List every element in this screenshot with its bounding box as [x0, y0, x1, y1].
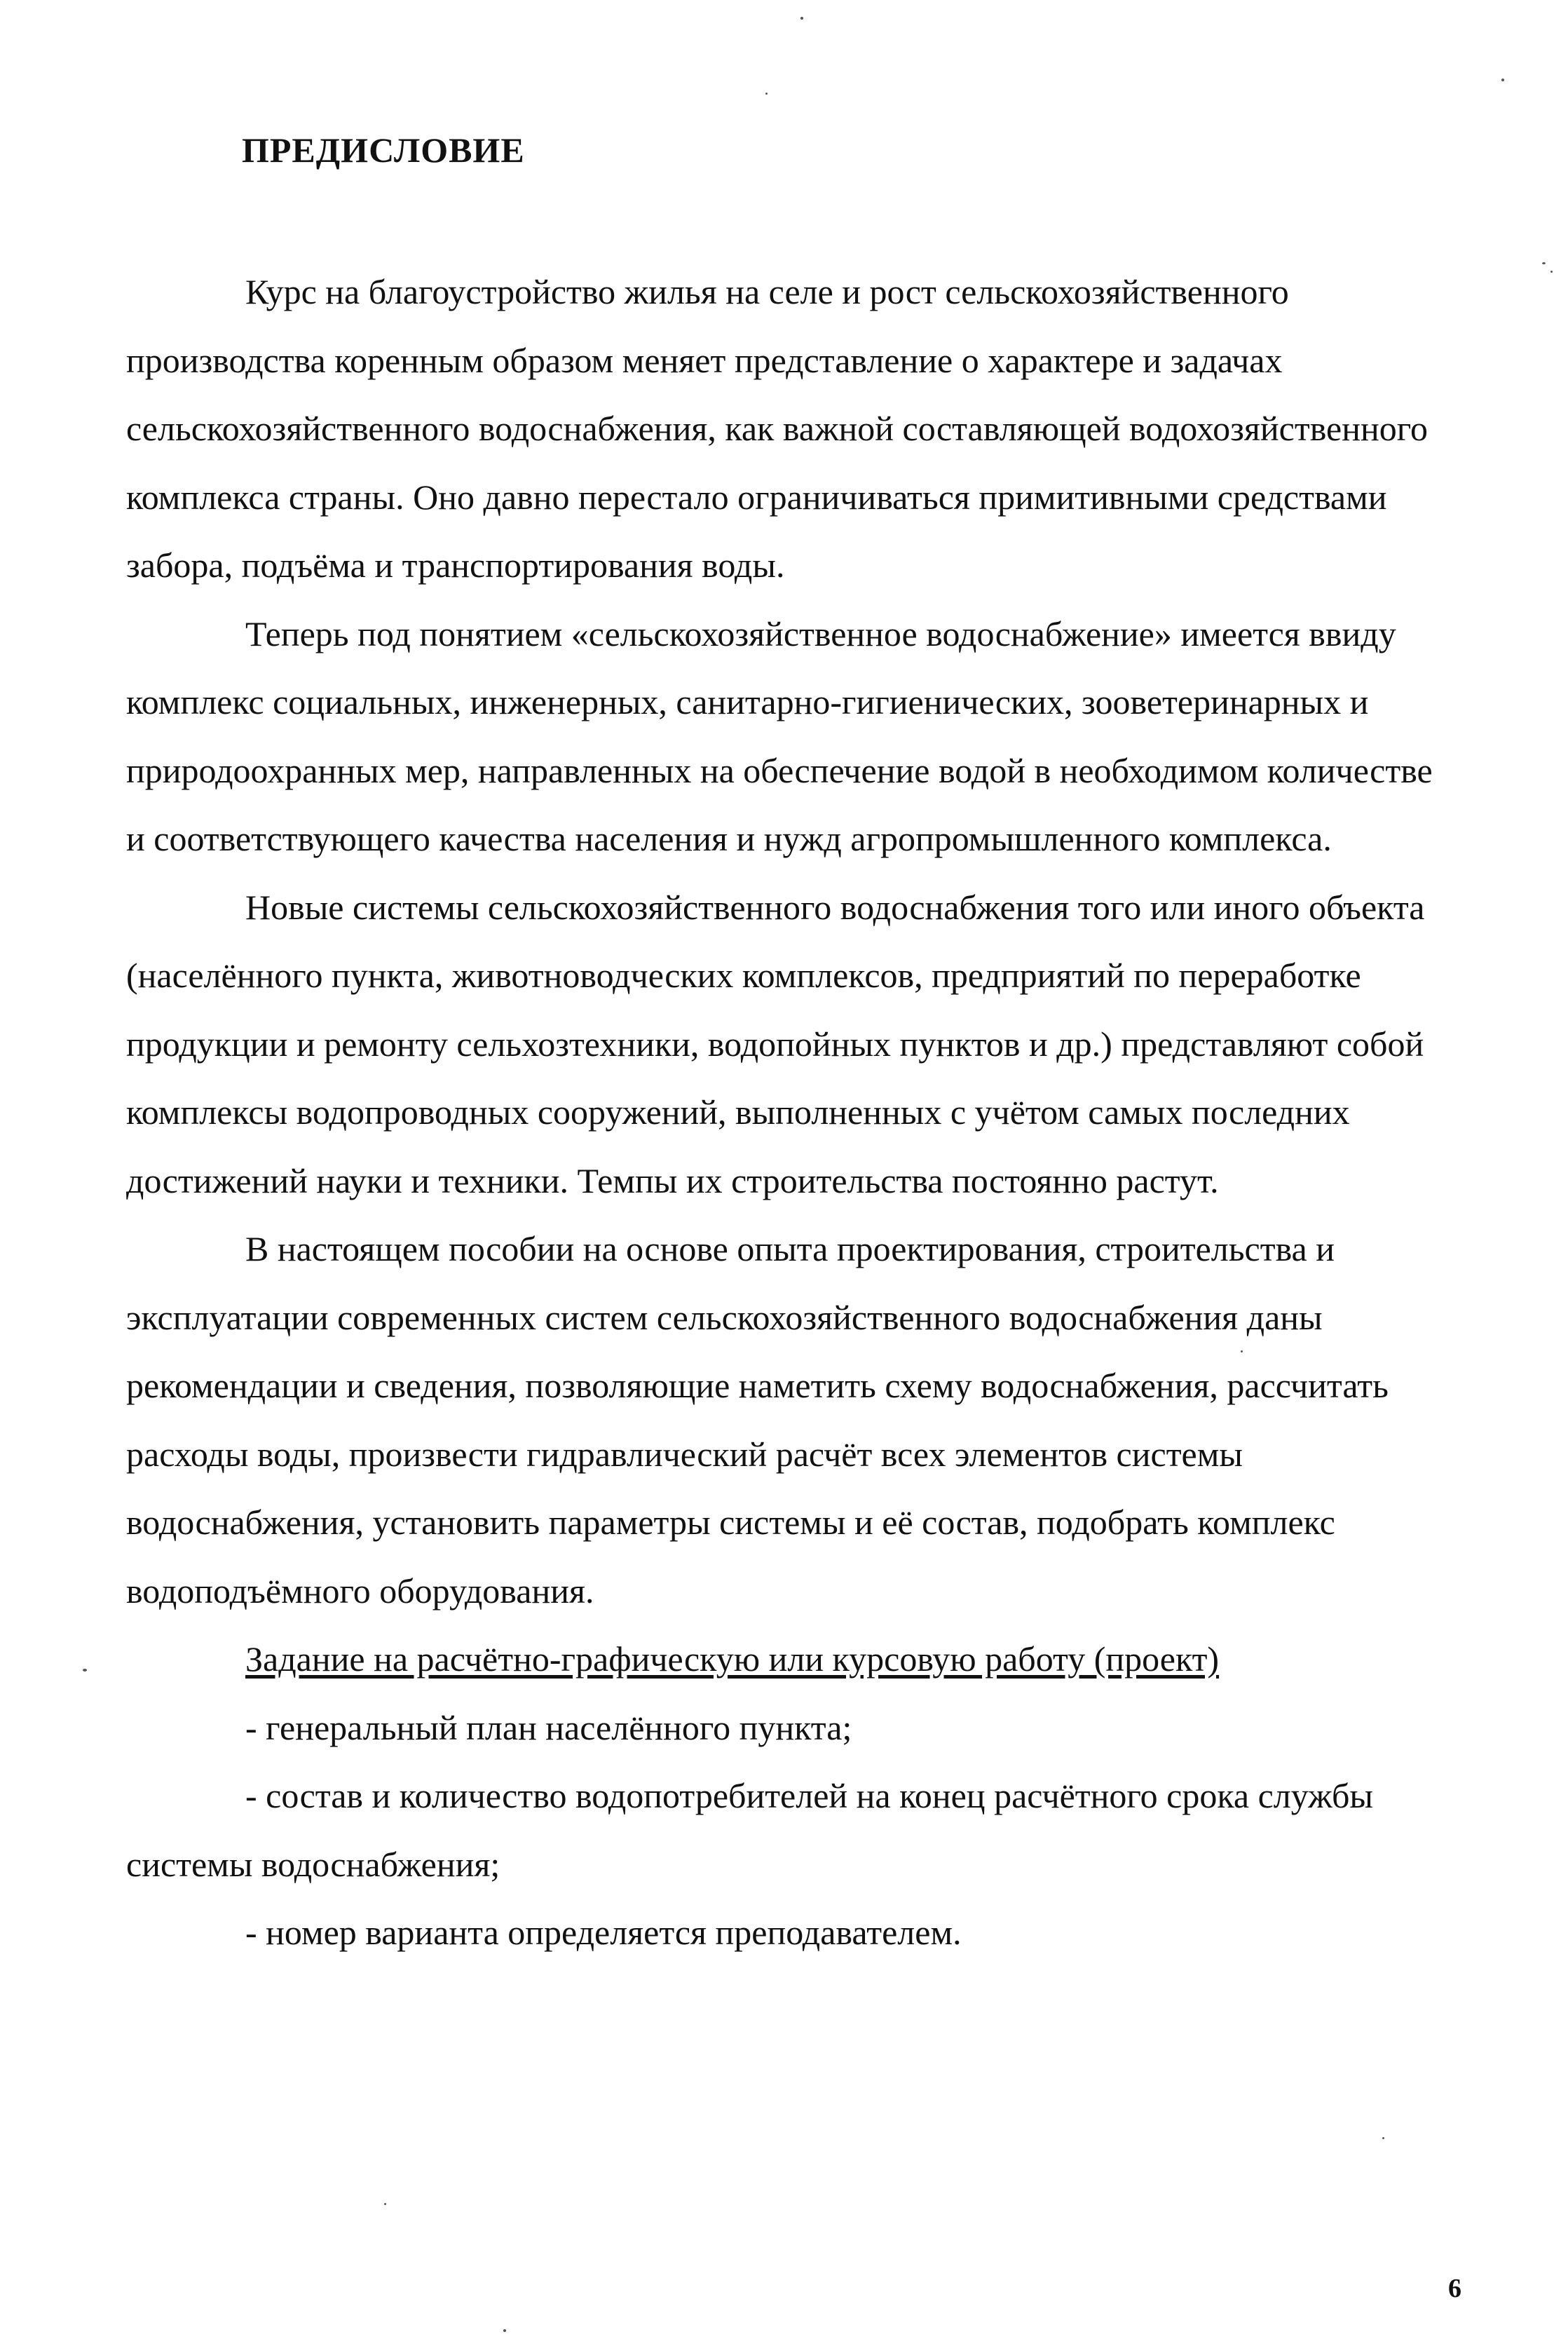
scan-speck — [83, 1669, 87, 1672]
scan-speck — [765, 93, 768, 95]
task-item-2: - состав и количество водопотребителей на конец расчётного срока службы системы водоснабжения; — [126, 1776, 1373, 1884]
page-number: 6 — [1448, 2274, 1461, 2303]
scan-speck — [384, 2203, 386, 2205]
scan-speck — [1382, 2137, 1384, 2139]
scan-speck — [1550, 271, 1553, 273]
scan-speck — [1501, 79, 1504, 81]
scan-speck — [1241, 1350, 1243, 1352]
task-item-1: - генеральный план населённого пункта; — [245, 1707, 852, 1747]
paragraph-1: Курс на благоустройство жилья на селе и рост сельскохозяйственного производства коренным образом меняет представление о характере и задачах сельскохозяйственного водоснабжения, как важной составляющей водохозяйственного комплекса страны. Оно давно перестало ограничиваться примитивными средствами забора, подъёма и транспортирования воды. — [126, 272, 1428, 585]
body-text — [126, 258, 1458, 1967]
scan-speck — [800, 17, 803, 20]
scan-speck — [503, 2329, 506, 2332]
paragraph-2: Теперь под понятием «сельскохозяйственное водоснабжение» имеется ввиду комплекс социальных, инженерных, санитарно-гигиенических, зооветеринарных и природоохранных мер, направленных на обеспечение водой в необходимом количестве и соответствующего качества населения и нужд агропромышленного комплекса. — [126, 613, 1433, 858]
scan-speck — [1542, 262, 1546, 264]
paragraph-3: Новые системы сельскохозяйственного водоснабжения того или иного объекта (населённого пункта, животноводческих комплексов, предприятий по переработке продукции и ремонту сельхозтехники, водопойных пунктов и др.) представляют собой комплексы водопроводных сооружений, выполненных с учётом самых последних достижений науки и техники. Темпы их строительства постоянно растут. — [126, 887, 1425, 1200]
task-item-3: - номер варианта определяется преподавателем. — [245, 1913, 962, 1952]
page-title: ПРЕДИСЛОВИЕ — [242, 130, 525, 170]
task-heading: Задание на расчётно-графическую или курсовую работу (проект) — [245, 1639, 1220, 1679]
paragraph-4: В настоящем пособии на основе опыта проектирования, строительства и эксплуатации современных систем сельскохозяйственного водоснабжения даны рекомендации и сведения, позволяющие наметить схему водоснабжения, рассчитать расходы воды, произвести гидравлический расчёт всех элементов системы водоснабжения, установить параметры системы и её состав, подобрать комплекс водоподъёмного оборудования. — [126, 1229, 1389, 1611]
